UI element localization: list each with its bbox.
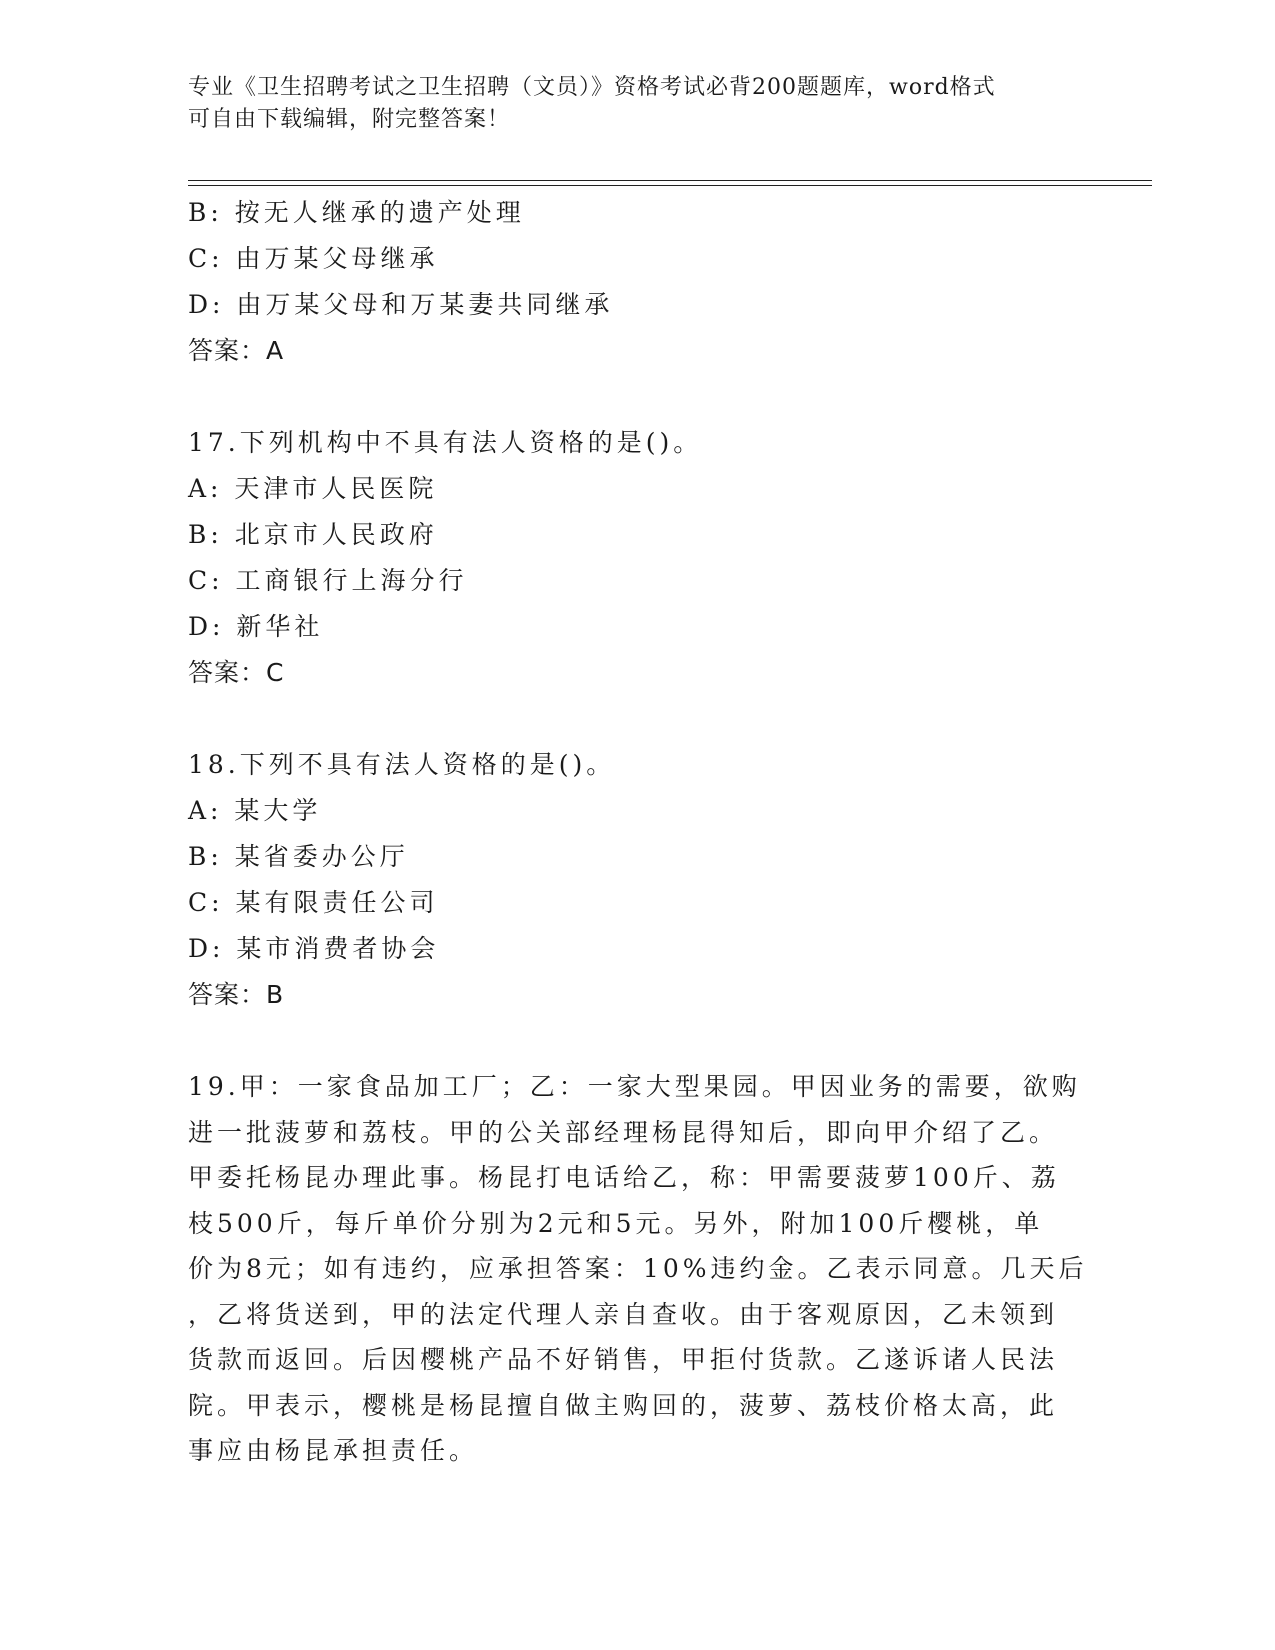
option-d: D: 新华社 bbox=[188, 612, 324, 641]
header-divider-bottom bbox=[188, 185, 1152, 186]
paragraph-line: 进一批菠萝和荔枝。甲的公关部经理杨昆得知后，即向甲介绍了乙。 bbox=[188, 1117, 1059, 1147]
answer-line: 答案：A bbox=[188, 336, 285, 365]
spacer bbox=[188, 374, 1088, 420]
option-a: A: 某大学 bbox=[188, 796, 322, 825]
option-b: B: 按无人继承的遗产处理 bbox=[188, 198, 525, 227]
question-text: 17.下列机构中不具有法人资格的是()。 bbox=[188, 428, 703, 457]
option-a: A: 天津市人民医院 bbox=[188, 474, 438, 503]
paragraph-line: 价为8元；如有违约，应承担答案：10%违约金。乙表示同意。几天后 bbox=[188, 1254, 1088, 1283]
option-b: B: 北京市人民政府 bbox=[188, 520, 438, 549]
document-header bbox=[188, 72, 1088, 136]
paragraph-line: 货款而返回。后因樱桃产品不好销售，甲拒付货款。乙遂诉诸人民法 bbox=[188, 1345, 1059, 1374]
header-line-2: 可自由下载编辑，附完整答案！ bbox=[188, 107, 511, 132]
question-17-block bbox=[188, 420, 1088, 696]
question-18-block bbox=[188, 742, 1088, 1018]
document-body bbox=[188, 190, 1088, 1474]
spacer bbox=[188, 696, 1088, 742]
option-c: C: 某有限责任公司 bbox=[188, 888, 439, 917]
answer-line: 答案：C bbox=[188, 658, 285, 687]
paragraph-line: 19.甲：一家食品加工厂；乙：一家大型果园。甲因业务的需要，欲购 bbox=[188, 1072, 1081, 1101]
option-d: D: 由万某父母和万某妻共同继承 bbox=[188, 290, 614, 319]
paragraph-line: ，乙将货送到，甲的法定代理人亲自查收。由于客观原因，乙未领到 bbox=[188, 1299, 1059, 1329]
header-line-1: 专业《卫生招聘考试之卫生招聘（文员）》资格考试必背200题题库，word格式 bbox=[188, 75, 996, 100]
header-divider-top bbox=[188, 180, 1152, 181]
question-19-paragraph bbox=[188, 1064, 1088, 1474]
paragraph-line: 院。甲表示，樱桃是杨昆擅自做主购回的，菠萝、荔枝价格太高，此 bbox=[188, 1390, 1059, 1420]
paragraph-line: 枝500斤，每斤单价分别为2元和5元。另外，附加100斤樱桃，单 bbox=[188, 1208, 1044, 1238]
paragraph-line: 事应由杨昆承担责任。 bbox=[188, 1436, 479, 1465]
question-text: 18.下列不具有法人资格的是()。 bbox=[188, 750, 616, 779]
spacer bbox=[188, 1018, 1088, 1064]
question-16-block bbox=[188, 190, 1088, 374]
option-c: C: 工商银行上海分行 bbox=[188, 566, 468, 595]
paragraph-line: 甲委托杨昆办理此事。杨昆打电话给乙，称：甲需要菠萝100斤、荔 bbox=[188, 1163, 1060, 1192]
option-b: B: 某省委办公厅 bbox=[188, 842, 409, 871]
answer-line: 答案：B bbox=[188, 980, 285, 1009]
option-d: D: 某市消费者协会 bbox=[188, 934, 440, 963]
option-c: C: 由万某父母继承 bbox=[188, 244, 439, 273]
